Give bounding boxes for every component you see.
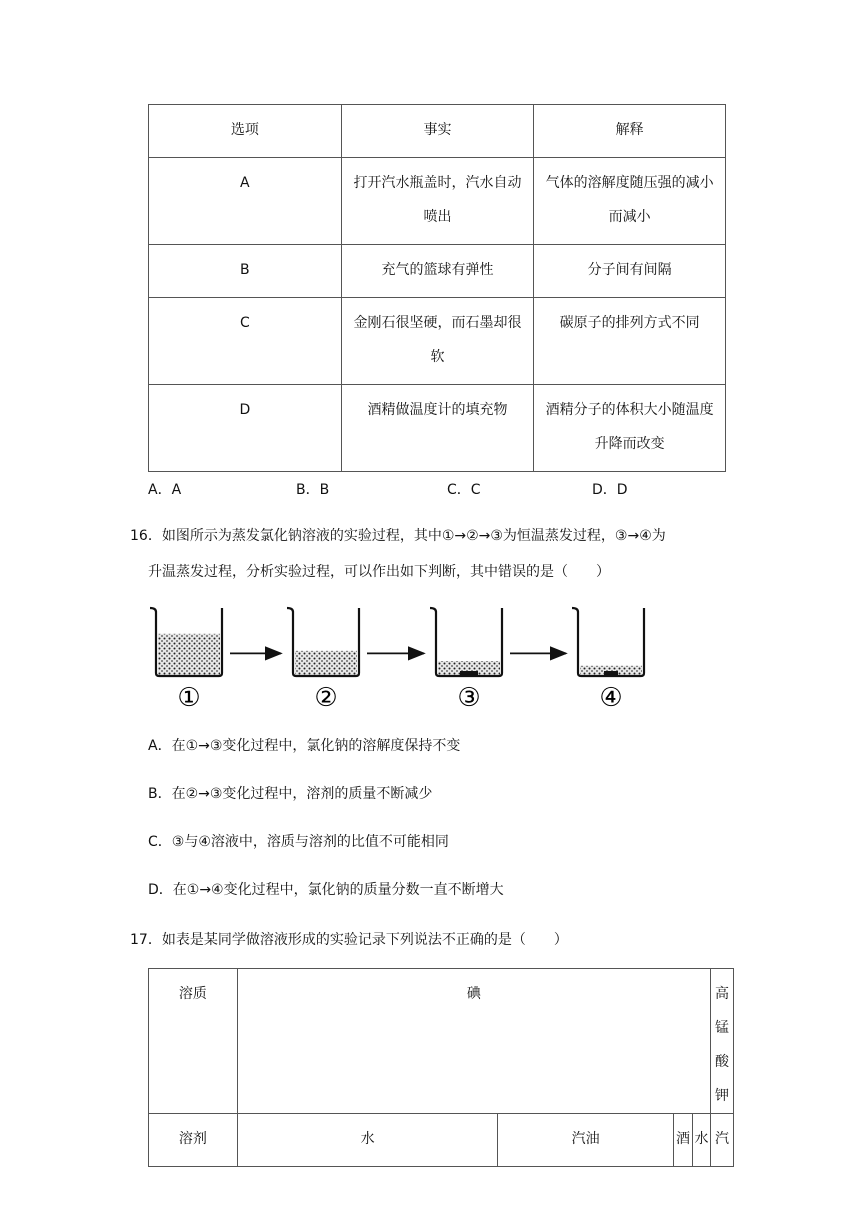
option-cell: A	[149, 158, 342, 245]
solvent-label: 溶剂	[149, 1114, 238, 1167]
beaker-4	[572, 608, 644, 712]
explain-cell: 碳原子的排列方式不同	[534, 298, 726, 385]
fact-cell: 打开汽水瓶盖时，汽水自动 喷出	[341, 158, 534, 245]
solvent-water: 水	[237, 1114, 498, 1167]
beaker-label-3: ③	[457, 683, 481, 712]
solute-label: 溶质	[149, 969, 238, 1114]
solution-record-table	[148, 968, 734, 1167]
beaker-outline-4	[572, 608, 644, 676]
solvent-row	[149, 1114, 734, 1167]
fact-cell: 充气的篮球有弹性	[341, 245, 534, 298]
solute-kmno4: 高锰 酸钾	[710, 969, 733, 1114]
beaker-label-1: ①	[177, 683, 201, 712]
option-cell: D	[149, 385, 342, 472]
solvent-gasoline-2: 汽	[710, 1114, 733, 1167]
q16-option-a: A．在①→③变化过程中，氯化钠的溶解度保持不变	[148, 738, 461, 754]
beaker-label-2: ②	[314, 683, 338, 712]
beaker-3	[430, 608, 502, 712]
solution-1	[158, 634, 220, 675]
q16-option-b: B．在②→③变化过程中，溶剂的质量不断减少	[148, 786, 433, 802]
evaporation-diagram	[148, 602, 668, 712]
crystal-4	[604, 671, 618, 675]
q16-stem-line1: 16．如图所示为蒸发氯化钠溶液的实验过程，其中①→②→③为恒温蒸发过程，③→④为	[130, 528, 666, 544]
explain-cell: 分子间有间隔	[534, 245, 726, 298]
header-explain: 解释	[534, 105, 726, 158]
table-row	[149, 158, 726, 245]
explain-cell: 酒精分子的体积大小随温度 升降而改变	[534, 385, 726, 472]
explain-cell: 气体的溶解度随压强的减小 而减小	[534, 158, 726, 245]
header-option: 选项	[149, 105, 342, 158]
solute-iodine: 碘	[237, 969, 710, 1114]
solution-2	[295, 651, 357, 675]
option-cell: C	[149, 298, 342, 385]
q15-option-c: C．C	[447, 482, 481, 498]
q16-option-c: C．③与④溶液中，溶质与溶剂的比值不可能相同	[148, 834, 449, 850]
q15-option-b: B．B	[296, 482, 330, 498]
fact-cell: 金刚石很坚硬，而石墨却很 软	[341, 298, 534, 385]
q16-option-d: D．在①→④变化过程中，氯化钠的质量分数一直不断增大	[148, 882, 504, 898]
crystal-3	[460, 671, 478, 675]
q15-option-d: D．D	[592, 482, 628, 498]
table-row	[149, 298, 726, 385]
table-row	[149, 245, 726, 298]
fact-cell: 酒精做温度计的填充物	[341, 385, 534, 472]
option-cell: B	[149, 245, 342, 298]
table-header-row	[149, 105, 726, 158]
table-row	[149, 385, 726, 472]
q15-option-a: A．A	[148, 482, 182, 498]
fact-explanation-table	[148, 104, 726, 472]
beaker-2	[287, 608, 359, 712]
beaker-1	[150, 608, 222, 712]
q15-options	[0, 478, 860, 502]
q17-stem: 17．如表是某同学做溶液形成的实验记录下列说法不正确的是（ ）	[130, 932, 568, 948]
solvent-water-2: 水	[693, 1114, 711, 1167]
beaker-label-4: ④	[599, 683, 623, 712]
solvent-gasoline: 汽油	[498, 1114, 674, 1167]
solute-row	[149, 969, 734, 1114]
header-fact: 事实	[341, 105, 534, 158]
solvent-alcohol: 酒	[674, 1114, 693, 1167]
q16-stem-line2: 升温蒸发过程，分析实验过程，可以作出如下判断，其中错误的是（ ）	[148, 564, 610, 580]
